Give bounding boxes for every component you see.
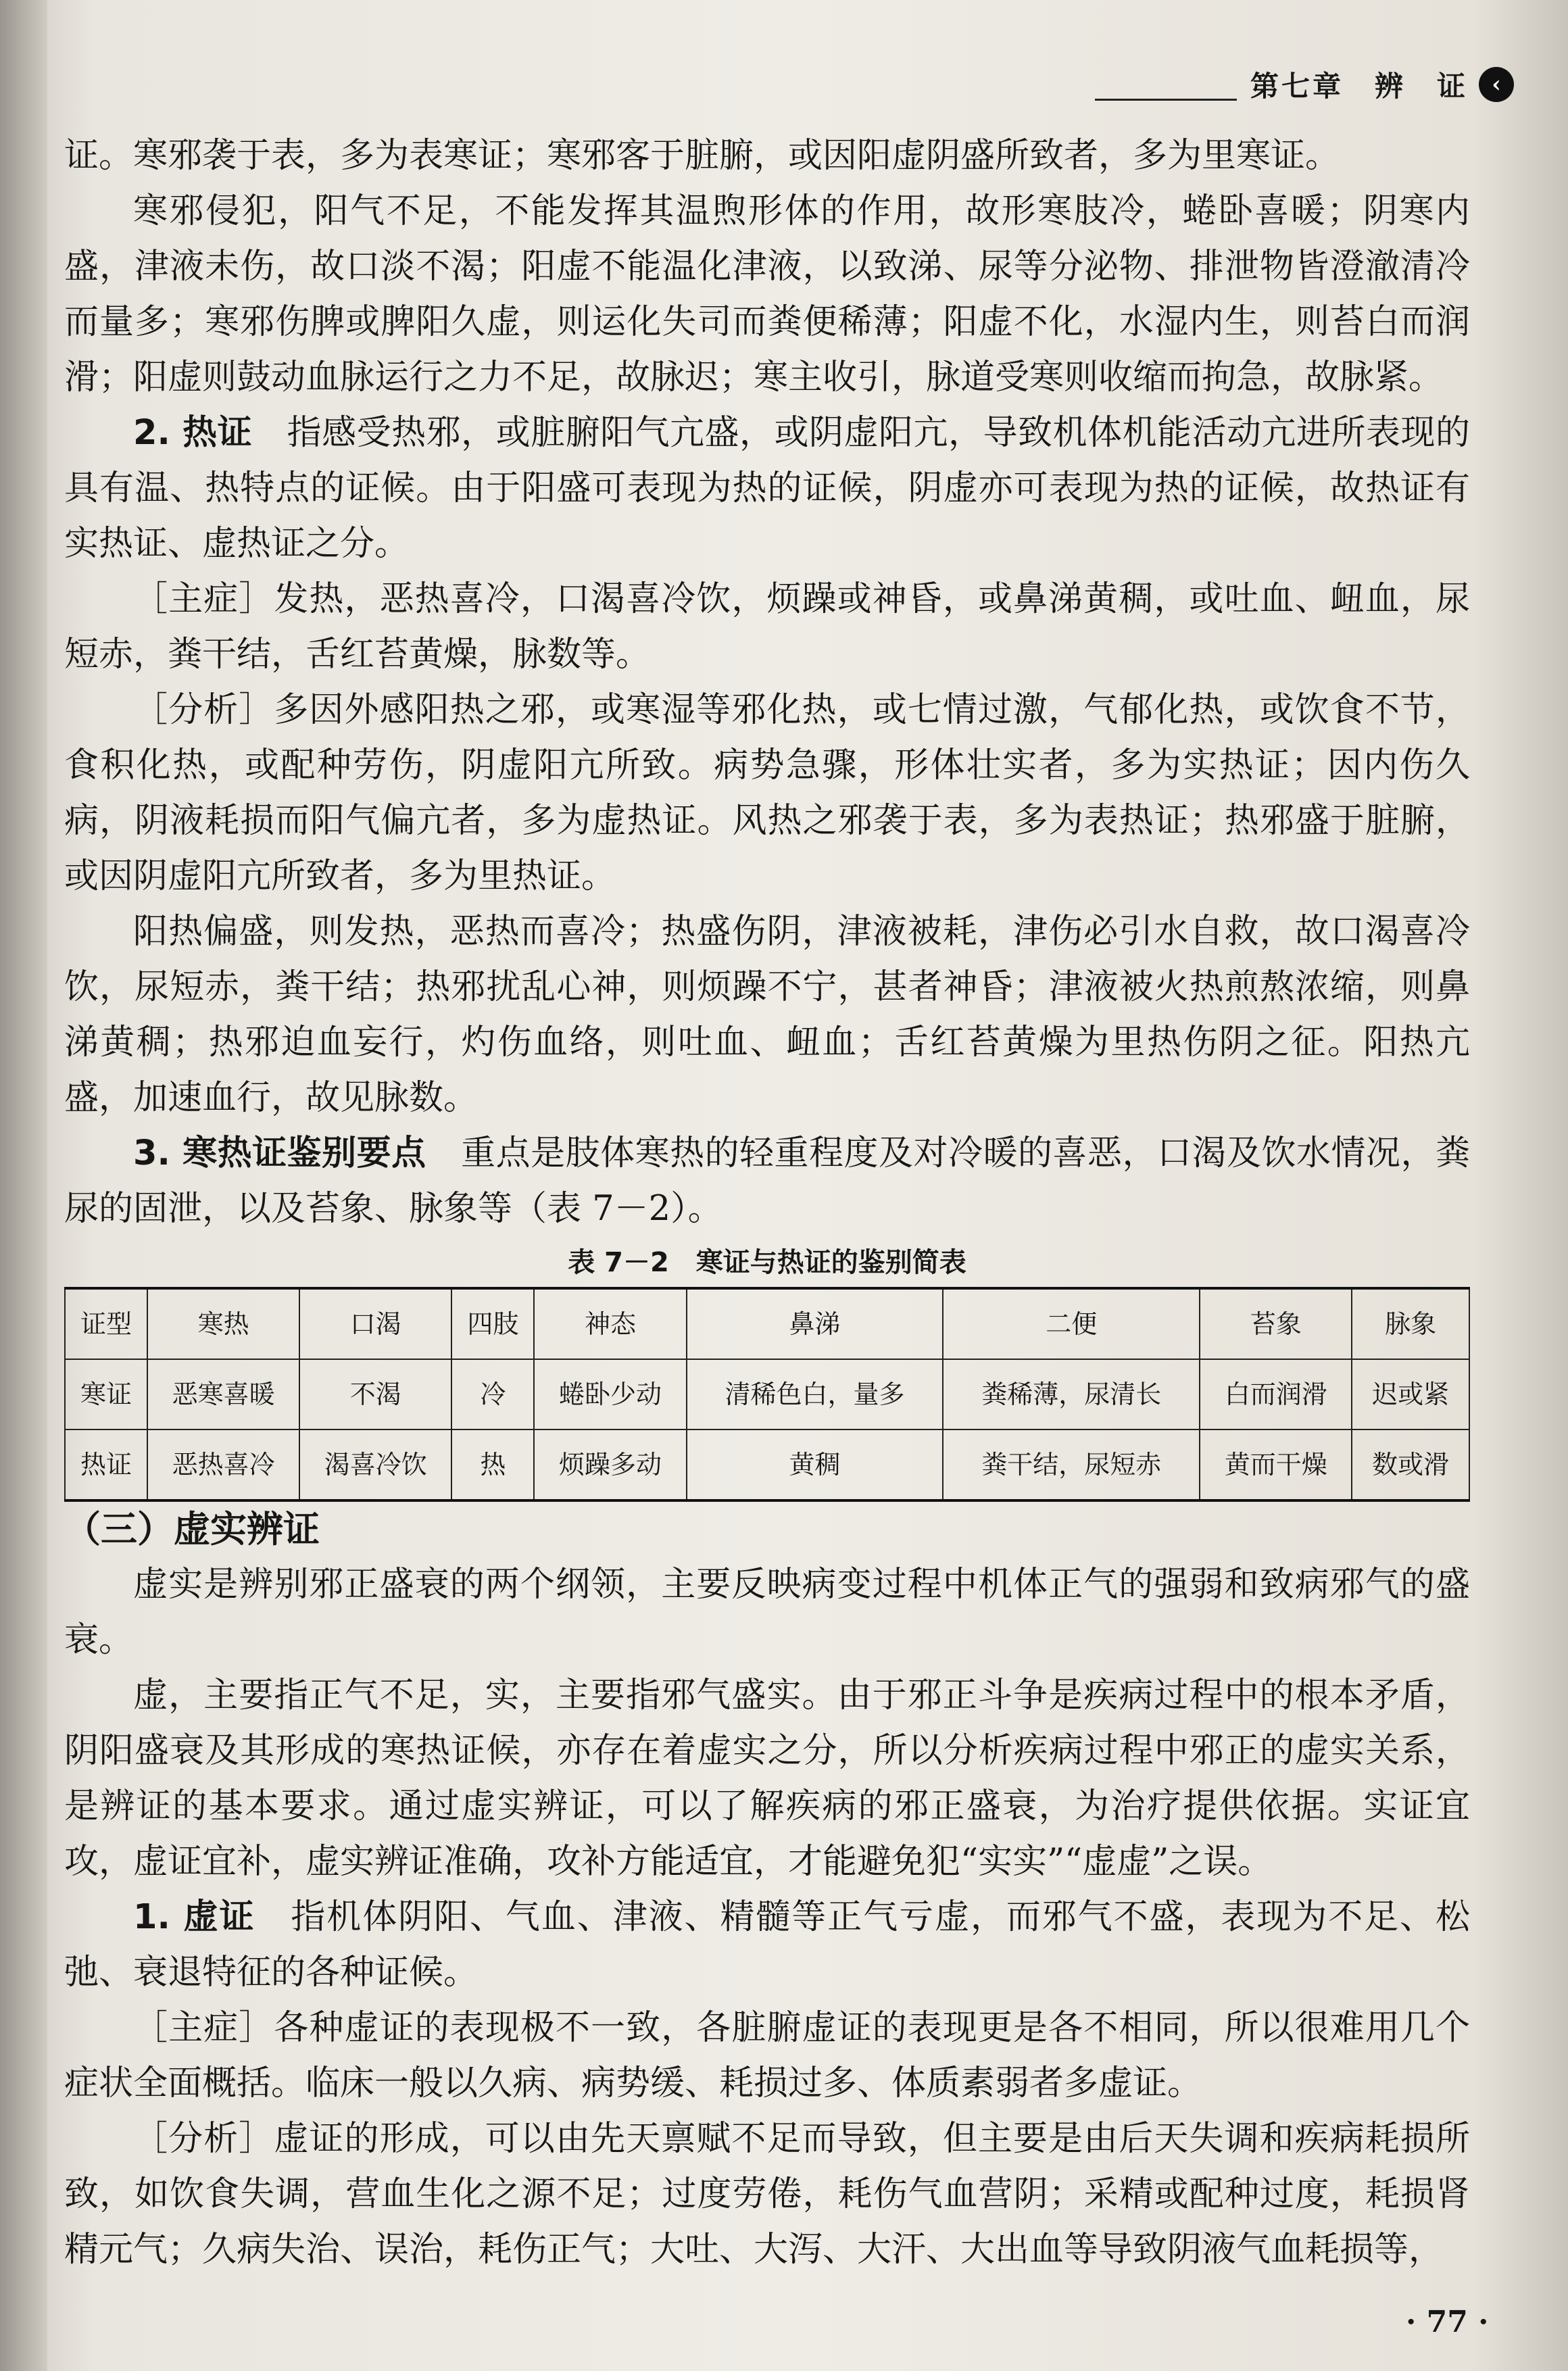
subsection-heading-heat: 2. 热证 xyxy=(133,413,253,453)
table-cell: 烦躁多动 xyxy=(534,1429,686,1500)
table-cell: 热 xyxy=(451,1429,534,1500)
subsection-heading-differentiation: 3. 寒热证鉴别要点 xyxy=(133,1133,426,1173)
table-header-cell: 四肢 xyxy=(451,1288,534,1359)
paragraph: 虚实是辨别邪正盛衰的两个纲领，主要反映病变过程中机体正气的强弱和致病邪气的盛衰。 xyxy=(64,1565,1470,1660)
chevron-left-icon: ‹ xyxy=(1479,67,1514,102)
paragraph: ［主症］发热，恶热喜冷，口渴喜冷饮，烦躁或神昏，或鼻涕黄稠，或吐血、衄血，尿短赤，粪干结，舌红苔黄燥，脉数等。 xyxy=(64,579,1470,675)
table-header-cell: 寒热 xyxy=(147,1288,299,1359)
page-number: · 77 · xyxy=(1406,2305,1489,2339)
table-cell: 寒证 xyxy=(65,1359,147,1429)
cold-heat-table xyxy=(64,1287,1470,1502)
table-header-cell: 口渴 xyxy=(299,1288,451,1359)
paragraph: ［分析］多因外感阳热之邪，或寒湿等邪化热，或七情过激，气郁化热，或饮食不节，食积化热，或配种劳伤，阴虚阳亢所致。病势急骤，形体壮实者，多为实热证；因内伤久病，阴液耗损而阳气偏亢者，多为虚热证。风热之邪袭于表，多为表热证；热邪盛于脏腑，或因阴虚阳亢所致者，多为里热证。 xyxy=(64,690,1470,896)
table-cell: 恶热喜冷 xyxy=(147,1429,299,1500)
table-header-cell: 鼻涕 xyxy=(687,1288,944,1359)
table-cell: 不渴 xyxy=(299,1359,451,1429)
table-header-cell: 脉象 xyxy=(1352,1288,1469,1359)
paragraph: 虚，主要指正气不足，实，主要指邪气盛实。由于邪正斗争是疾病过程中的根本矛盾，阴阳盛衰及其形成的寒热证候，亦存在着虚实之分，所以分析疾病过程中邪正的虚实关系，是辨证的基本要求。通过虚实辨证，可以了解疾病的邪正盛衰，为治疗提供依据。实证宜攻，虚证宜补，虚实辨证准确，攻补方能适宜，才能避免犯“实实”“虚虚”之误。 xyxy=(64,1676,1470,1882)
table-cell: 粪干结，尿短赤 xyxy=(943,1429,1200,1500)
running-head-rule xyxy=(1095,99,1237,101)
table-cell: 黄稠 xyxy=(687,1429,944,1500)
table-caption: 表 7－2 寒证与热证的鉴别简表 xyxy=(568,1247,966,1278)
paragraph-text: 指机体阴阳、气血、津液、精髓等正气亏虚，而邪气不盛，表现为不足、松弛、衰退特征的各种证候。 xyxy=(64,1897,1470,1993)
table-header-cell: 证型 xyxy=(65,1288,147,1359)
table-cell: 渴喜冷饮 xyxy=(299,1429,451,1500)
paragraph: ［分析］虚证的形成，可以由先天禀赋不足而导致，但主要是由后天失调和疾病耗损所致，如饮食失调，营血生化之源不足；过度劳倦，耗伤气血营阴；采精或配种过度，耗损肾精元气；久病失治、误治，耗伤正气；大吐、大泻、大汗、大出血等导致阴液气血耗损等， xyxy=(64,2119,1470,2270)
running-head xyxy=(1095,54,1514,115)
table-row xyxy=(65,1359,1469,1429)
paragraph: 阳热偏盛，则发热，恶热而喜冷；热盛伤阴，津液被耗，津伤必引水自救，故口渴喜冷饮，尿短赤，粪干结；热邪扰乱心神，则烦躁不宁，甚者神昏；津液被火热煎熬浓缩，则鼻涕黄稠；热邪迫血妄行，灼伤血络，则吐血、衄血；舌红苔黄燥为里热伤阴之征。阳热亢盛，加速血行，故见脉数。 xyxy=(64,912,1470,1118)
body-text xyxy=(64,128,1470,2278)
table-header-cell: 苔象 xyxy=(1200,1288,1352,1359)
subsection-heading-deficiency: 1. 虚证 xyxy=(133,1897,255,1937)
table-cell: 迟或紧 xyxy=(1352,1359,1469,1429)
paragraph xyxy=(64,1126,1470,1237)
table-header-row xyxy=(65,1288,1469,1359)
paragraph: ［主症］各种虚证的表现极不一致，各脏腑虚证的表现更是各不相同，所以很难用几个症状全面概括。临床一般以久病、病势缓、耗损过多、体质素弱者多虚证。 xyxy=(64,2008,1470,2103)
paragraph xyxy=(64,406,1470,572)
table-cell: 数或滑 xyxy=(1352,1429,1469,1500)
book-spine-shadow xyxy=(0,0,47,2371)
table-row xyxy=(65,1429,1469,1500)
table-cell: 粪稀薄，尿清长 xyxy=(943,1359,1200,1429)
section-title-deficiency-excess: （三）虚实辨证 xyxy=(64,1508,320,1550)
paragraph: 寒邪侵犯，阳气不足，不能发挥其温煦形体的作用，故形寒肢冷，蜷卧喜暖；阴寒内盛，津液未伤，故口淡不渴；阳虚不能温化津液，以致涕、尿等分泌物、排泄物皆澄澈清冷而量多；寒邪伤脾或脾阳久虚，则运化失司而粪便稀薄；阳虚不化，水湿内生，则苔白而润滑；阳虚则鼓动血脉运行之力不足，故脉迟；寒主收引，脉道受寒则收缩而拘急，故脉紧。 xyxy=(64,191,1470,397)
table-cell: 清稀色白，量多 xyxy=(687,1359,944,1429)
table-cell: 蜷卧少动 xyxy=(534,1359,686,1429)
paragraph-text: 重点是肢体寒热的轻重程度及对冷暖的喜恶，口渴及饮水情况，粪尿的固泄，以及苔象、脉象等（表 7－2）。 xyxy=(64,1133,1470,1229)
paragraph-text: 指感受热邪，或脏腑阳气亢盛，或阴虚阳亢，导致机体机能活动亢进所表现的具有温、热特点的证候。由于阳盛可表现为热的证候，阴虚亦可表现为热的证候，故热证有实热证、虚热证之分。 xyxy=(64,413,1470,564)
chapter-title: 第七章 辨 证 xyxy=(1250,70,1468,103)
paragraph: 证。寒邪袭于表，多为表寒证；寒邪客于脏腑，或因阳虚阴盛所致者，多为里寒证。 xyxy=(64,136,1340,176)
table-header-cell: 二便 xyxy=(943,1288,1200,1359)
table-cell: 冷 xyxy=(451,1359,534,1429)
paragraph xyxy=(64,1890,1470,2001)
table-cell: 白而润滑 xyxy=(1200,1359,1352,1429)
table-header-cell: 神态 xyxy=(534,1288,686,1359)
table-cell: 恶寒喜暖 xyxy=(147,1359,299,1429)
table-cell: 热证 xyxy=(65,1429,147,1500)
table-cell: 黄而干燥 xyxy=(1200,1429,1352,1500)
